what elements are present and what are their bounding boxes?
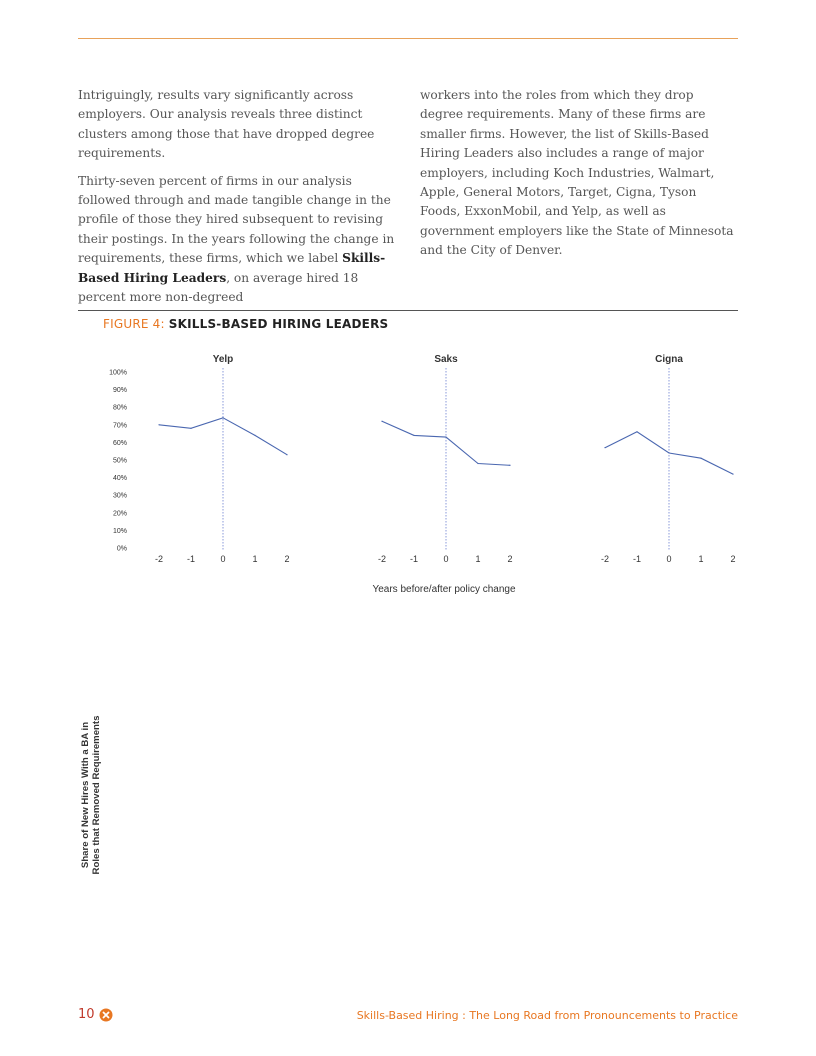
panel-yelp <box>155 354 290 564</box>
text-column-left <box>78 86 396 315</box>
text-column-right <box>420 86 738 269</box>
x-tick-label: 2 <box>730 554 736 564</box>
page-number <box>78 1007 113 1022</box>
data-point <box>190 428 191 429</box>
x-axis-label: Years before/after policy change <box>372 584 516 595</box>
panel-saks <box>378 354 513 564</box>
data-point <box>700 458 701 459</box>
y-tick-label: 30% <box>112 492 127 500</box>
figure-title <box>103 317 388 331</box>
data-point <box>668 452 669 453</box>
paragraph-2 <box>78 172 396 308</box>
paragraph-1: Intriguingly, results vary significantly across employers. Our analysis reveals three distinct clusters among those that have dropped degree requirements. <box>78 88 375 161</box>
paragraph-3: workers into the roles from which they drop degree requirements. Many of these firms are smaller firms. However, the list of Skills-Based Hiring Leaders also includes a range of major employers, including Koch Industries, Walmart, Apple, General Motors, Target, Cigna, Tyson Foods, ExxonMobil, and Yelp, as well as government employers like the State of Minnesota and the City of Denver. <box>420 88 734 258</box>
figure-name: SKILLS-BASED HIRING LEADERS <box>168 317 389 331</box>
panel-cigna <box>601 354 736 564</box>
paragraph-2-end: , on average hired 18 percent more non-degreed <box>78 270 359 305</box>
figure-rule <box>78 310 738 311</box>
panel-title: Saks <box>434 354 458 365</box>
chart-panels <box>155 354 736 564</box>
skills-based-hiring-leaders-term: Skills-Based Hiring Leaders <box>78 251 386 285</box>
y-axis-label-line1: Share of New Hires With a BA in <box>80 721 91 869</box>
data-point <box>254 435 255 436</box>
header-rule <box>78 38 738 39</box>
x-tick-label: 0 <box>220 554 226 564</box>
data-point <box>477 463 478 464</box>
x-tick-label: -1 <box>632 554 642 564</box>
x-tick-label: 1 <box>252 554 258 564</box>
x-tick-label: 0 <box>443 554 449 564</box>
data-point <box>222 417 223 418</box>
y-tick-label: 40% <box>112 475 127 483</box>
data-point <box>604 447 605 448</box>
x-tick-label: 0 <box>666 554 672 564</box>
x-tick-label: -2 <box>600 554 610 564</box>
y-tick-label: 70% <box>112 422 127 430</box>
data-point <box>286 454 287 455</box>
paragraph-2-start: Thirty-seven percent of firms in our analysis followed through and made tangible change in the profile of those they hired subsequent to revising their postings. In the years following the change in requirements, these firms, which we label <box>78 173 395 266</box>
x-tick-label: 2 <box>507 554 513 564</box>
data-point <box>158 424 159 425</box>
page-number-text: 10 <box>78 1007 95 1022</box>
x-tick-label: -2 <box>377 554 387 564</box>
close-circle-icon <box>99 1008 113 1022</box>
x-tick-label: -1 <box>186 554 196 564</box>
footer-title: Skills-Based Hiring : The Long Road from Pronouncements to Practice <box>356 1009 738 1022</box>
panel-title: Cigna <box>655 354 683 365</box>
data-point <box>636 431 637 432</box>
y-tick-label: 90% <box>112 387 127 395</box>
chart <box>0 340 816 875</box>
y-tick-label: 100% <box>109 369 127 377</box>
x-tick-label: 1 <box>698 554 704 564</box>
y-axis-label-line2: Roles that Removed Requirements <box>91 715 102 875</box>
data-point <box>381 421 382 422</box>
panel-title: Yelp <box>212 354 234 365</box>
y-tick-label: 10% <box>112 527 127 535</box>
y-tick-label: 20% <box>112 510 127 518</box>
data-point <box>509 465 510 466</box>
y-tick-label: 60% <box>112 439 127 447</box>
y-tick-label: 50% <box>112 457 127 465</box>
x-tick-label: -2 <box>154 554 164 564</box>
x-tick-label: 2 <box>284 554 290 564</box>
data-point <box>732 473 733 474</box>
data-point <box>413 435 414 436</box>
x-tick-label: -1 <box>409 554 419 564</box>
y-tick-label: 80% <box>112 404 127 412</box>
data-point <box>445 437 446 438</box>
x-tick-label: 1 <box>475 554 481 564</box>
y-axis <box>109 370 127 553</box>
y-tick-label: 0% <box>116 545 127 553</box>
figure-label: FIGURE 4: <box>103 317 165 331</box>
